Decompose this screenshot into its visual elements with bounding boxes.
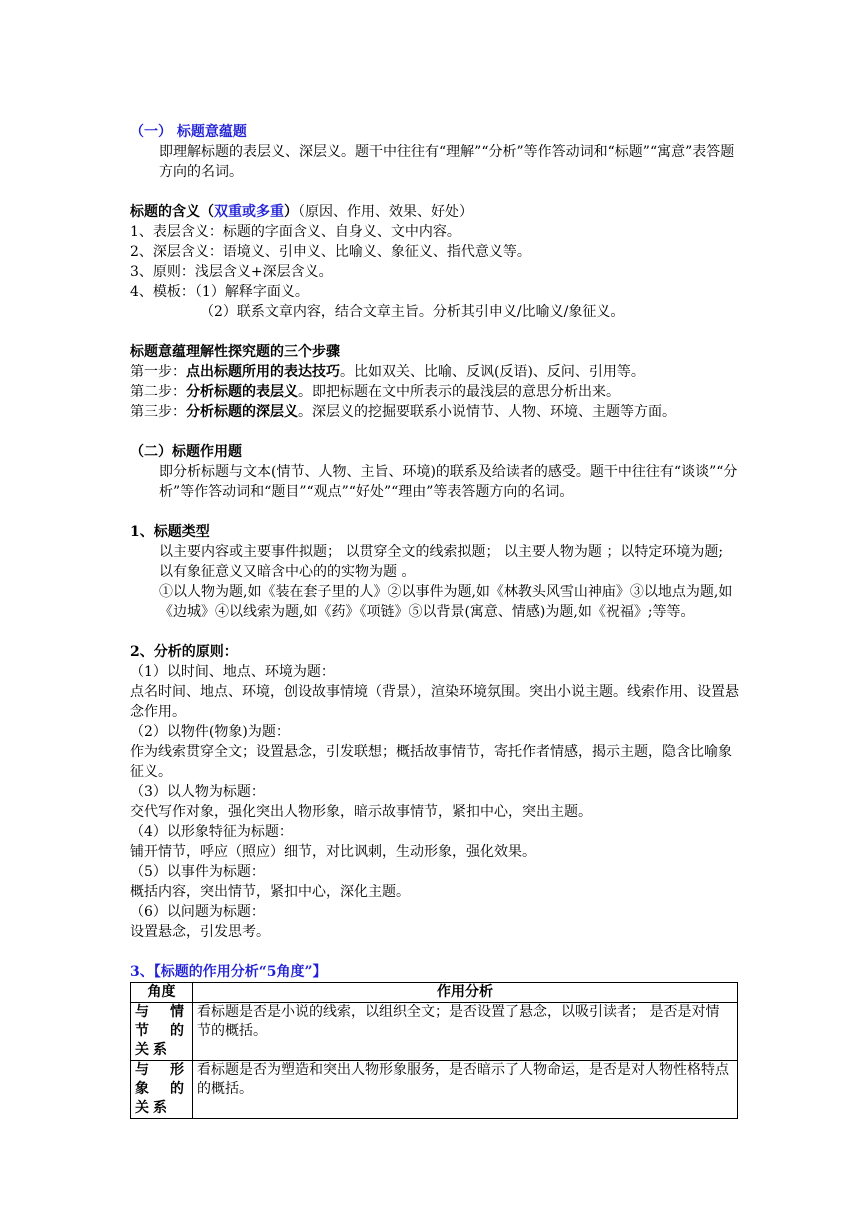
types-p3: ①以人物为题,如《装在套子里的人》②以事件为题,如《林教头风雪山神庙》③以地点为题,如《边城》④以线索为题,如《药》《项链》⑤以背景(寓意、情感)为题,如《祝福》;等等。 bbox=[159, 584, 733, 620]
angles-table bbox=[130, 982, 738, 1119]
step-label: 第三步： bbox=[130, 404, 186, 420]
col-analysis-header: 作用分析 bbox=[193, 983, 738, 1003]
meaning-heading-note: （原因、作用、效果、好处） bbox=[298, 204, 473, 220]
analysis-cell: 看标题是否为塑造和突出人物形象服务，是否暗示了人物命运，是否是对人物性格特点的概括。 bbox=[193, 1061, 738, 1119]
step-bold: 点出标题所用的表达技巧 bbox=[186, 364, 340, 380]
principle-answer: 铺开情节，呼应（照应）细节，对比讽刺，生动形象，强化效果。 bbox=[130, 844, 536, 860]
principle-question: （3）以人物为标题： bbox=[130, 784, 265, 800]
analysis-cell: 看标题是否是小说的线索，以组织全文；是否设置了悬念，以吸引读者； 是否是对情节的概括。 bbox=[193, 1003, 738, 1061]
step-item bbox=[130, 382, 740, 402]
principle-answer: 概括内容，突出情节，紧扣中心，深化主题。 bbox=[130, 884, 410, 900]
step-label: 第一步： bbox=[130, 364, 186, 380]
meaning-item: 3、原则：浅层含义+深层含义。 bbox=[130, 264, 333, 280]
table-row bbox=[131, 1003, 738, 1061]
principle-answer: 交代写作对象，强化突出人物形象，暗示故事情节，紧扣中心，突出主题。 bbox=[130, 804, 592, 820]
types-p1: 以主要内容或主要事件拟题； 以贯穿全文的线索拟题； 以主要人物为题 ；以特定环境为题; bbox=[159, 544, 724, 560]
principle-question: （1）以时间、地点、环境为题： bbox=[130, 664, 335, 680]
meaning-heading-suffix: ） bbox=[284, 204, 298, 220]
step-rest: 。深层义的挖掘要联系小说情节、人物、环境、主题等方面。 bbox=[298, 404, 676, 420]
angle-cell: 与情节的关系 bbox=[131, 1003, 193, 1061]
principle-answer: 点名时间、地点、环境，创设故事情境（背景），渲染环境氛围。突出小说主题。线索作用、设置悬念作用。 bbox=[130, 684, 739, 720]
principle-question: （2）以物件(物象)为题： bbox=[130, 724, 290, 740]
meaning-heading-emph: 双重或多重 bbox=[214, 204, 284, 220]
step-label: 第二步： bbox=[130, 384, 186, 400]
table-row bbox=[131, 1061, 738, 1119]
step-rest: 。即把标题在文中所表示的最浅层的意思分析出来。 bbox=[298, 384, 620, 400]
section1-intro: 即理解标题的表层义、深层义。题干中往往有“理解”“分析”等作答动词和“标题”“寓意”表答题方向的名词。 bbox=[159, 144, 735, 180]
meaning-item: 4、模板：（1）解释字面义。 bbox=[130, 284, 309, 300]
section2-title: （二）标题作用题 bbox=[130, 444, 242, 460]
principle-question: （6）以问题为标题： bbox=[130, 904, 265, 920]
meaning-heading bbox=[130, 202, 740, 222]
step-bold: 分析标题的表层义 bbox=[186, 384, 298, 400]
principle-question: （5）以事件为标题： bbox=[130, 864, 265, 880]
meaning-template2: （2）联系文章内容，结合文章主旨。分析其引申义/比喻义/象征义。 bbox=[200, 304, 625, 320]
step-rest: 。比如双关、比喻、反讽(反语)、反问、引用等。 bbox=[340, 364, 645, 380]
step-bold: 分析标题的深层义 bbox=[186, 404, 298, 420]
step-item bbox=[130, 402, 740, 422]
table-header-row bbox=[131, 983, 738, 1003]
step-item bbox=[130, 362, 740, 382]
document-page bbox=[130, 122, 740, 1119]
table-heading: 3、【标题的作用分析“5角度”】 bbox=[130, 964, 327, 980]
section2-intro: 即分析标题与文本(情节、人物、主旨、环境)的联系及给读者的感受。题干中往往有“谈谈”“分析”等作答动词和“题目”“观点”“好处”“理由”等表答题方向的名词。 bbox=[159, 464, 738, 500]
types-heading: 1、标题类型 bbox=[130, 524, 210, 540]
meaning-item: 1、表层含义：标题的字面含义、自身义、文中内容。 bbox=[130, 224, 461, 240]
principle-question: （4）以形象特征为标题： bbox=[130, 824, 293, 840]
principle-answer: 设置悬念，引发思考。 bbox=[130, 924, 270, 940]
principles-heading: 2、分析的原则： bbox=[130, 644, 238, 660]
angle-cell: 与形象的关系 bbox=[131, 1061, 193, 1119]
types-p2: 以有象征意义又暗含中心的的实物为题 。 bbox=[159, 564, 416, 580]
col-angle-header: 角度 bbox=[131, 983, 193, 1003]
meaning-heading-prefix: 标题的含义（ bbox=[130, 204, 214, 220]
meaning-item: 2、深层含义：语境义、引申义、比喻义、象征义、指代意义等。 bbox=[130, 244, 531, 260]
section1-title: （一） 标题意蕴题 bbox=[130, 124, 247, 140]
principle-answer: 作为线索贯穿全文；设置悬念，引发联想；概括故事情节，寄托作者情感，揭示主题，隐含比喻象征义。 bbox=[130, 744, 732, 780]
steps-heading: 标题意蕴理解性探究题的三个步骤 bbox=[130, 344, 340, 360]
